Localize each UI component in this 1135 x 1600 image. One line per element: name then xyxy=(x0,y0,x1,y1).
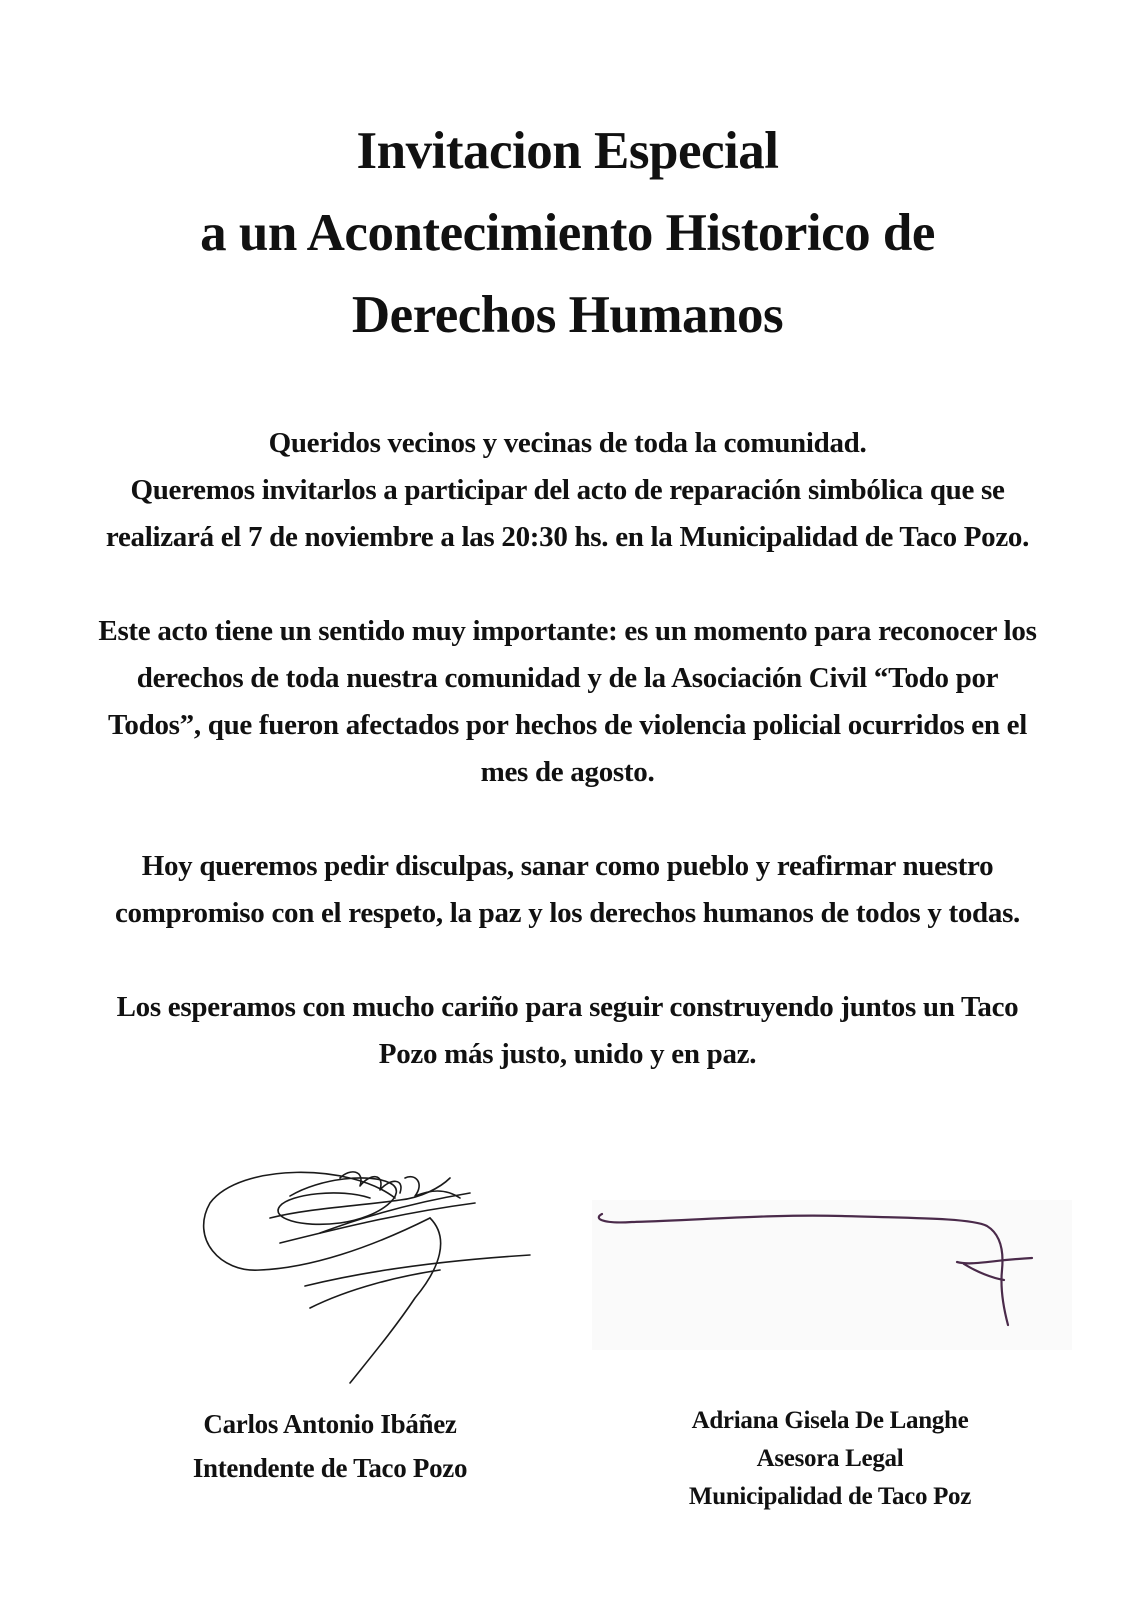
closing-paragraph xyxy=(20,984,1115,1078)
invitation-body xyxy=(20,420,1115,1125)
signer-role: Intendente de Taco Pozo xyxy=(192,1453,468,1483)
paragraph-line: compromiso con el respeto, la paz y los derechos humanos de todos y todas. xyxy=(114,897,1021,929)
apology-paragraph xyxy=(20,843,1115,937)
purpose-paragraph xyxy=(20,608,1115,796)
signer-organization: Municipalidad de Taco Poz xyxy=(688,1483,972,1510)
paragraph-line: Pozo más justo, unido y en paz. xyxy=(378,1038,757,1070)
title-line: Invitacion Especial xyxy=(356,122,779,180)
paragraph-line: mes de agosto. xyxy=(480,756,655,788)
signer-name: Adriana Gisela De Langhe xyxy=(691,1407,969,1434)
invitation-title xyxy=(0,110,1135,356)
signer-left xyxy=(140,1402,520,1490)
paragraph-line: Queremos invitarlos a participar del acto de reparación simbólica que se xyxy=(130,474,1005,506)
signer-role: Asesora Legal xyxy=(756,1445,904,1472)
paragraph-line: realizará el 7 de noviembre a las 20:30 hs. en la Municipalidad de Taco Pozo. xyxy=(105,521,1030,553)
signature-right-image xyxy=(592,1200,1072,1350)
paragraph-line: Los esperamos con mucho cariño para seguir construyendo juntos un Taco xyxy=(116,991,1019,1023)
signer-name: Carlos Antonio Ibáñez xyxy=(203,1409,457,1439)
paragraph-line: Todos”, que fueron afectados por hechos de violencia policial ocurridos en el xyxy=(108,709,1027,741)
greeting-paragraph xyxy=(20,420,1115,561)
signer-right xyxy=(640,1402,1020,1516)
paragraph-line: Este acto tiene un sentido muy importante: es un momento para reconocer los xyxy=(98,615,1037,647)
signature-left-image xyxy=(200,1158,545,1398)
paragraph-line: Hoy queremos pedir disculpas, sanar como pueblo y reafirmar nuestro xyxy=(141,850,994,882)
paragraph-line: Queridos vecinos y vecinas de toda la comunidad. xyxy=(268,427,867,459)
paragraph-line: derechos de toda nuestra comunidad y de la Asociación Civil “Todo por xyxy=(136,662,999,694)
title-line: a un Acontecimiento Historico de xyxy=(200,204,935,262)
title-line: Derechos Humanos xyxy=(351,286,784,344)
